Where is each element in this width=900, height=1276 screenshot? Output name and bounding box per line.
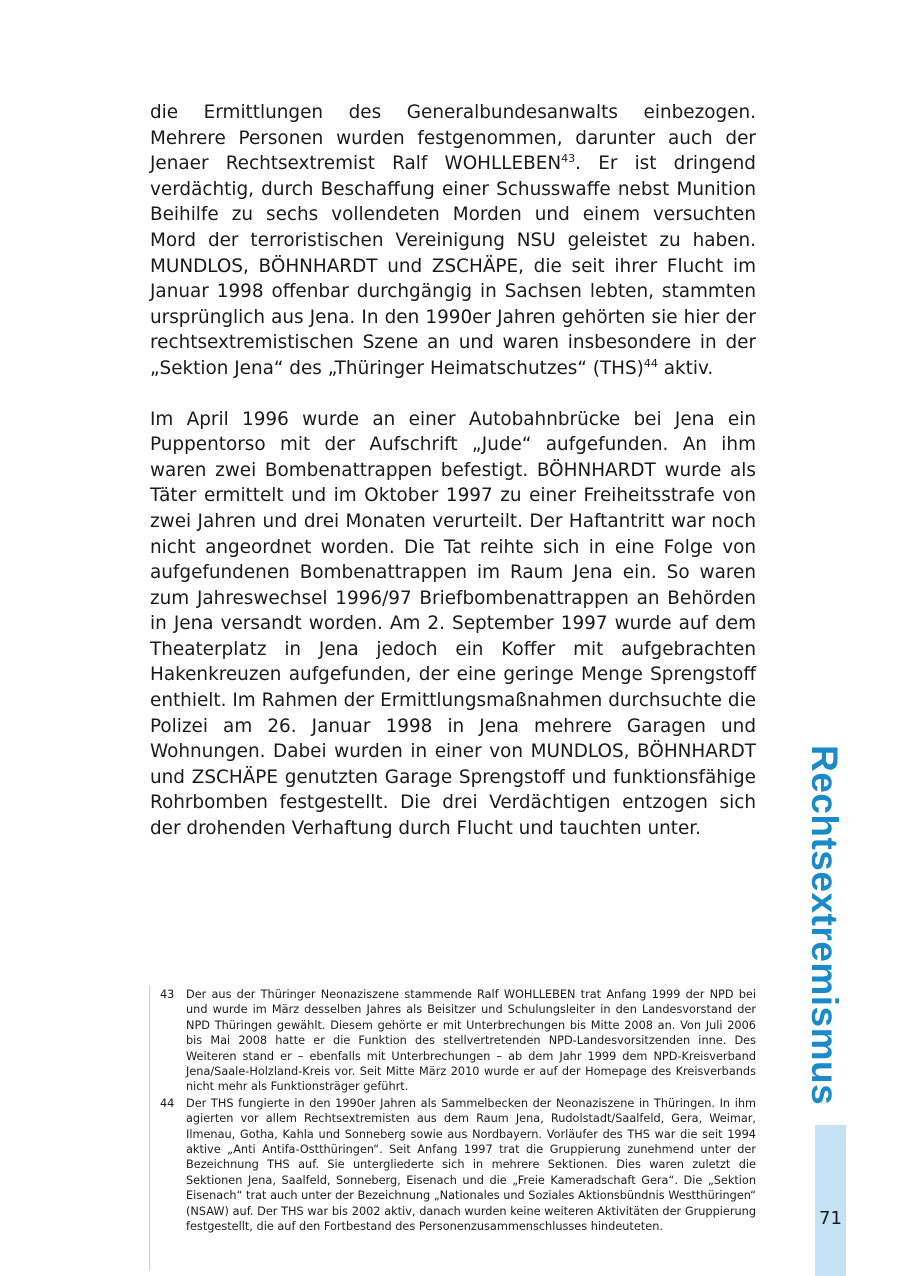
paragraph-1-text-3: aktiv.: [657, 357, 714, 379]
chapter-color-bar: [815, 1125, 846, 1276]
footnote-ref-44[interactable]: 44: [643, 356, 658, 370]
chapter-title-text: Rechtsextremismus: [804, 744, 845, 1106]
footnote-ref-43[interactable]: 43: [561, 152, 576, 166]
footnote-text: Der THS fungierte in den 1990er Jahren als Sammelbecken der Neonaziszene in Thüringen. In ihm agierten vor allem Rechtsextremisten aus dem Raum Jena, Rudolstadt/Saalfeld, Gera, Weimar, Ilmenau, Gotha, Kahla und Sonneberg sowie aus Nordbayern. Vorläufer des THS war die seit 1994 aktive „Anti Antifa-Ostthüringen“. Seit Anfang 1997 trat die Gruppierung zunehmend unter der Bezeichnung THS auf. Sie untergliederte sich in mehrere Sektionen. Dies waren zuletzt die Sektionen Jena, Saalfeld, Sonneberg, Eisenach und die „Freie Kameradschaft Gera“. Die „Sektion Eisenach“ trat auch unter der Bezeichnung „Nationales und Soziales Aktionsbündnis Westthüringen“ (NSAW) auf. Der THS war bis 2002 aktiv, danach wurden keine weiteren Aktivitäten der Gruppierung festgestellt, die auf den Fortbestand des Personenzusammenschlusses hindeuteten.: [186, 1096, 756, 1234]
main-body-text: [150, 100, 756, 842]
footnote-number: 43: [160, 988, 175, 1001]
body-paragraph-2: [150, 407, 756, 842]
footnote-number: 44: [160, 1096, 175, 1110]
paragraph-2-text: Im April 1996 wurde an einer Autobahnbrücke bei Jena ein Puppentorso mit der Aufschrift „Jude“ aufgefunden. An ihm waren zwei Bombenattrappen befestigt. BÖHNHARDT wurde als Täter ermittelt und im Oktober 1997 zu einer Freiheitsstrafe von zwei Jahren und drei Monaten verurteilt. Der Haftantritt war noch nicht angeordnet worden. Die Tat reihte sich in eine Folge von aufgefundenen Bombenattrappen im Raum Jena ein. So waren zum Jahreswechsel 1996/97 Briefbombenattrappen an Behörden in Jena versandt worden. Am 2. September 1997 wurde auf dem Theaterplatz in Jena jedoch ein Koffer mit aufgebrachten Hakenkreuzen aufgefunden, der eine geringe Menge Sprengstoff enthielt. Im Rahmen der Ermittlungsmaßnahmen durchsuchte die Polizei am 26. Januar 1998 in Jena mehrere Garagen und Wohnungen. Dabei wurden in einer von MUNDLOS, BÖHNHARDT und ZSCHÄPE genutzten Garage Sprengstoff und funktionsfähige Rohrbomben festgestellt. Die drei Verdächtigen entzogen sich der drohenden Verhaftung durch Flucht und tauchten unter.: [150, 408, 756, 840]
footnote-44: [160, 1096, 756, 1235]
footnotes-section: [160, 987, 756, 1236]
footnote-43: [160, 987, 756, 1095]
paragraph-1-text-2: . Er ist dringend verdächtig, durch Beschaffung einer Schusswaffe nebst Munition Beihilfe zu sechs vollendeten Morden und einem versuchten Mord der terroristischen Vereinigung NSU geleistet zu haben. MUNDLOS, BÖHNHARDT und ZSCHÄPE, die seit ihrer Flucht im Januar 1998 offenbar durchgängig in Sachsen lebten, stammten ursprünglich aus Jena. In den 1990er Jahren gehörten sie hier der rechtsextremistischen Szene an und waren insbesondere in der „Sektion Jena“ des „Thüringer Heimatschutzes“ (THS): [150, 153, 756, 379]
footnote-divider: [149, 985, 150, 1271]
chapter-side-title: [795, 744, 853, 1106]
footnote-text: Der aus der Thüringer Neonaziszene stammende Ralf WOHLLEBEN trat Anfang 1999 der NPD bei und wurde im März desselben Jahres als Beisitzer und Schulungsleiter in den Landesvorstand der NPD Thüringen gewählt. Diesem gehörte er mit Unterbrechungen bis Mitte 2008 an. Von Juli 2006 bis Mai 2008 hatte er die Funktion des stellvertretenden NPD-Landesvorsitzenden inne. Des Weiteren stand er – ebenfalls mit Unterbrechungen – ab dem Jahr 1999 dem NPD-Kreisverband Jena/Saale-Holzland-Kreis vor. Seit Mitte März 2010 wurde er auf der Homepage des Kreisverbands nicht mehr als Funktionsträger geführt.: [186, 988, 756, 1094]
page-number: 71: [819, 1208, 842, 1229]
paragraph-1-text-1: die Ermittlungen des Generalbundesanwalts einbezogen. Mehrere Personen wurden festgenommen, darunter auch der Jenaer Rechtsextremist Ralf WOHLLEBEN: [150, 102, 756, 175]
body-paragraph-1: [150, 100, 756, 382]
